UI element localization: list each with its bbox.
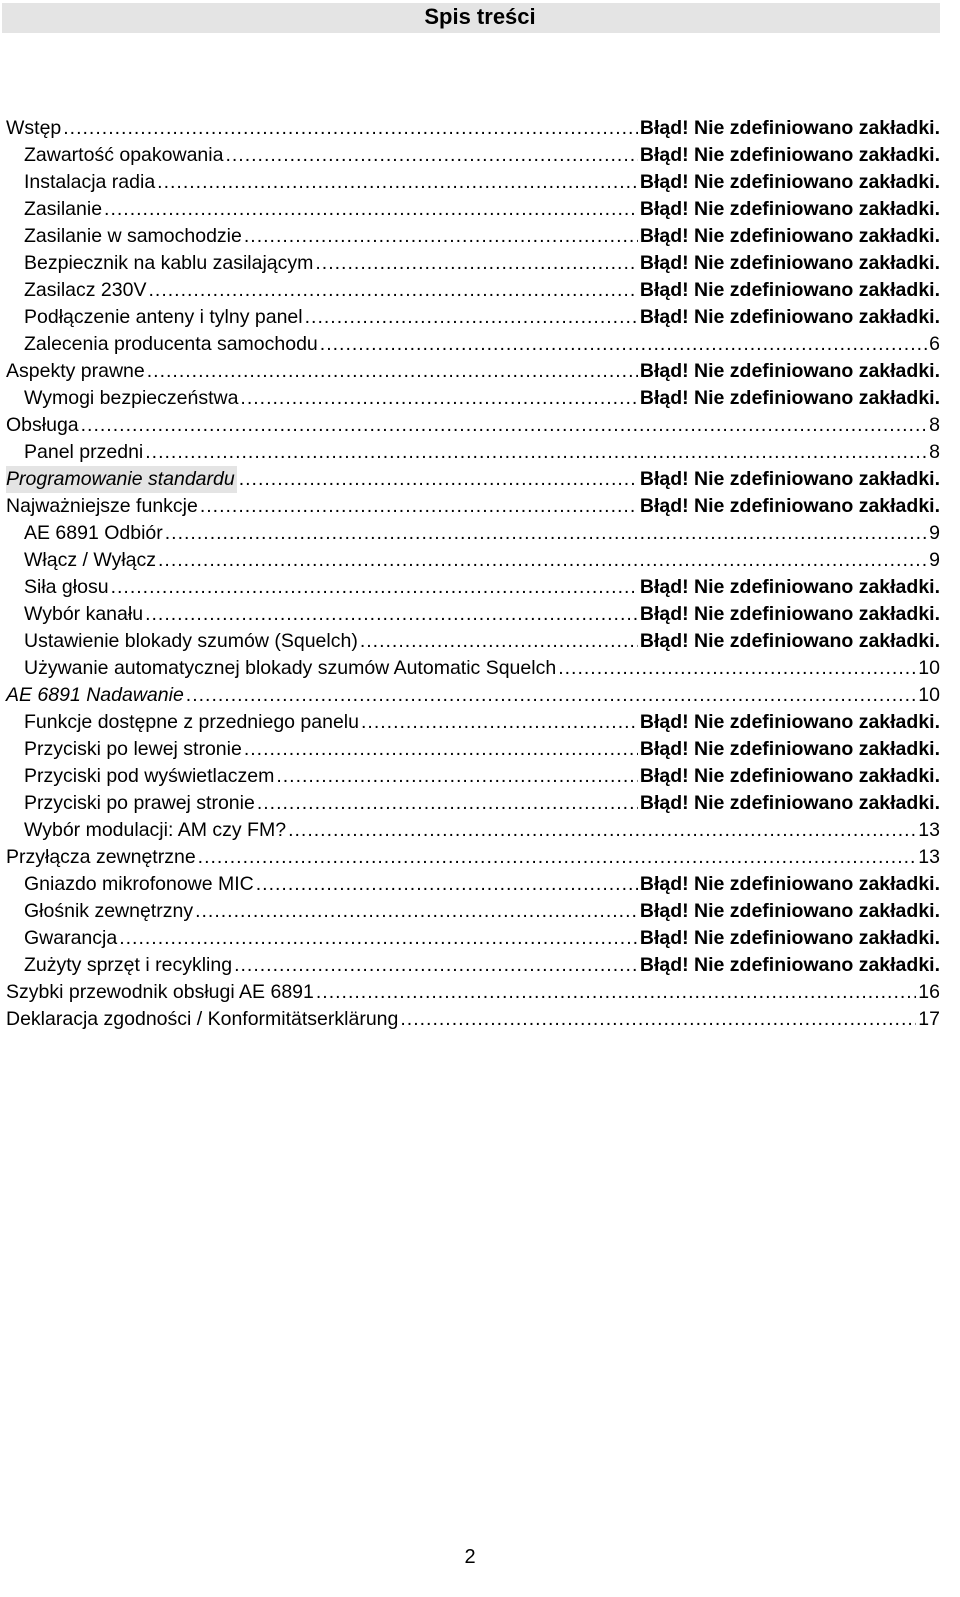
dot-leader [158,547,927,574]
dot-leader [320,331,927,358]
toc-entry-page: Błąd! Nie zdefiniowano zakładki. [639,927,940,949]
toc-entry-label: AE 6891 Odbiór [24,522,163,544]
toc-entry-page: Błąd! Nie zdefiniowano zakładki. [639,360,940,382]
toc-entry-label: Zasilanie w samochodzie [24,225,242,247]
toc-entry-page: 8 [929,441,940,463]
toc-entry-page: Błąd! Nie zdefiniowano zakładki. [639,873,940,895]
toc-entry-page: Błąd! Nie zdefiniowano zakładki. [639,252,940,274]
dot-leader [257,790,638,817]
toc-entry[interactable] [0,412,940,439]
toc-entry-page: 17 [918,1008,940,1030]
toc-entry[interactable] [0,331,940,358]
toc-entry[interactable] [0,628,940,655]
toc-entry[interactable] [0,952,940,979]
toc-entry-label: Gwarancja [24,927,118,949]
toc-entry-label: Szybki przewodnik obsługi AE 6891 [6,981,314,1003]
toc-entry-label: Zalecenia producenta samochodu [24,333,318,355]
dot-leader [316,979,916,1006]
dot-leader [195,898,638,925]
toc-entry-page: 6 [929,333,940,355]
toc-entry[interactable] [0,223,940,250]
toc-entry-page: 16 [918,981,940,1003]
toc-entry[interactable] [0,763,940,790]
toc-entry-page: 9 [929,549,940,571]
dot-leader [256,871,638,898]
toc-entry-label: Panel przedni [24,441,144,463]
toc-entry[interactable] [0,493,940,520]
toc-entry-label: Ustawienie blokady szumów (Squelch) [24,630,358,652]
toc-entry-page: 13 [918,846,940,868]
dot-leader [239,466,638,493]
toc-entry[interactable] [0,142,940,169]
dot-leader [165,520,927,547]
dot-leader [558,655,916,682]
dot-leader [400,1006,916,1033]
dot-leader [145,439,927,466]
toc-entry[interactable] [0,682,940,709]
toc-entry-label: Przyciski po lewej stronie [24,738,242,760]
toc-entry[interactable] [0,601,940,628]
toc-entry-label: Deklaracja zgodności / Konformitätserklärung [6,1008,399,1030]
toc-entry[interactable] [0,115,940,142]
toc-entry[interactable] [0,1006,940,1033]
toc-entry-label: Zasilacz 230V [24,279,147,301]
toc-entry[interactable] [0,385,940,412]
page-title: Spis treści [424,4,536,29]
dot-leader [145,601,638,628]
toc-entry[interactable] [0,250,940,277]
dot-leader [240,385,637,412]
toc-entry-label: Siła głosu [24,576,109,598]
table-of-contents [0,115,960,1033]
toc-entry-page: Błąd! Nie zdefiniowano zakładki. [639,117,940,139]
dot-leader [288,817,916,844]
dot-leader [244,736,638,763]
toc-entry-page: Błąd! Nie zdefiniowano zakładki. [639,954,940,976]
toc-entry[interactable] [0,925,940,952]
toc-entry[interactable] [0,898,940,925]
toc-entry[interactable] [0,169,940,196]
toc-entry-page: Błąd! Nie zdefiniowano zakładki. [639,738,940,760]
toc-entry[interactable] [0,196,940,223]
toc-entry-page: Błąd! Nie zdefiniowano zakładki. [639,171,940,193]
toc-entry-label: Gniazdo mikrofonowe MIC [24,873,254,895]
toc-entry-page: Błąd! Nie zdefiniowano zakładki. [639,603,940,625]
toc-entry-label: Podłączenie anteny i tylny panel [24,306,303,328]
toc-entry-label: Zasilanie [24,198,103,220]
dot-leader [305,304,638,331]
dot-leader [63,115,638,142]
toc-entry[interactable] [0,736,940,763]
toc-entry[interactable] [0,439,940,466]
toc-entry[interactable] [0,520,940,547]
toc-entry-page: 8 [929,414,940,436]
toc-entry-page: Błąd! Nie zdefiniowano zakładki. [639,279,940,301]
toc-entry[interactable] [0,817,940,844]
toc-entry-label: Wybór kanału [24,603,144,625]
dot-leader [81,412,928,439]
toc-entry[interactable] [0,709,940,736]
dot-leader [148,277,637,304]
toc-entry-label: Funkcje dostępne z przedniego panelu [24,711,359,733]
dot-leader [360,628,638,655]
dot-leader [244,223,638,250]
toc-entry-page: Błąd! Nie zdefiniowano zakładki. [639,765,940,787]
toc-entry-page: Błąd! Nie zdefiniowano zakładki. [639,630,940,652]
toc-entry-label: Używanie automatycznej blokady szumów Automatic Squelch [24,657,557,679]
toc-entry-page: Błąd! Nie zdefiniowano zakładki. [639,144,940,166]
dot-leader [111,574,638,601]
dot-leader [276,763,638,790]
toc-entry-page: Błąd! Nie zdefiniowano zakładki. [639,225,940,247]
toc-entry[interactable] [0,466,940,493]
toc-entry-page: Błąd! Nie zdefiniowano zakładki. [639,792,940,814]
toc-entry-label: Wymogi bezpieczeństwa [24,387,239,409]
toc-entry-label: Głośnik zewnętrzny [24,900,194,922]
toc-entry-page: Błąd! Nie zdefiniowano zakładki. [639,711,940,733]
toc-entry-label: Bezpiecznik na kablu zasilającym [24,252,314,274]
toc-entry-page: Błąd! Nie zdefiniowano zakładki. [639,495,940,517]
toc-entry-label: Wybór modulacji: AM czy FM? [24,819,287,841]
dot-leader [234,952,638,979]
toc-entry-label: AE 6891 Nadawanie [6,684,184,706]
dot-leader [147,358,638,385]
toc-entry[interactable] [0,277,940,304]
toc-entry-label: Wstęp [6,117,62,139]
toc-entry[interactable] [0,844,940,871]
toc-entry[interactable] [0,790,940,817]
toc-entry-label: Instalacja radia [24,171,156,193]
dot-leader [200,493,638,520]
toc-entry[interactable] [0,547,940,574]
toc-entry-page: Błąd! Nie zdefiniowano zakładki. [639,387,940,409]
toc-entry[interactable] [0,358,940,385]
dot-leader [225,142,637,169]
toc-entry-label: Przyciski po prawej stronie [24,792,255,814]
toc-entry-label: Aspekty prawne [6,360,145,382]
toc-entry-label: Najważniejsze funkcje [6,495,198,517]
toc-entry-page: 10 [918,684,940,706]
toc-entry[interactable] [0,304,940,331]
toc-entry-page: 10 [918,657,940,679]
toc-entry-label: Obsługa [6,414,79,436]
toc-entry-page: Błąd! Nie zdefiniowano zakładki. [639,468,940,490]
dot-leader [104,196,638,223]
toc-entry[interactable] [0,655,940,682]
toc-entry-label: Przyciski pod wyświetlaczem [24,765,275,787]
toc-entry-label: Zużyty sprzęt i recykling [24,954,233,976]
dot-leader [119,925,638,952]
dot-leader [186,682,917,709]
toc-entry-page: Błąd! Nie zdefiniowano zakładki. [639,306,940,328]
toc-entry-page: Błąd! Nie zdefiniowano zakładki. [639,576,940,598]
toc-entry-page: Błąd! Nie zdefiniowano zakładki. [639,198,940,220]
page-number: 2 [464,1546,476,1568]
toc-entry-label: Programowanie standardu [6,466,237,493]
toc-entry-label: Włącz / Wyłącz [24,549,156,571]
dot-leader [315,250,637,277]
toc-entry[interactable] [0,574,940,601]
dot-leader [157,169,638,196]
toc-entry[interactable] [0,979,940,1006]
toc-entry-page: 9 [929,522,940,544]
toc-entry-page: Błąd! Nie zdefiniowano zakładki. [639,900,940,922]
toc-entry-label: Zawartość opakowania [24,144,224,166]
toc-entry[interactable] [0,871,940,898]
toc-entry-label: Przyłącza zewnętrzne [6,846,196,868]
dot-leader [198,844,917,871]
toc-entry-page: 13 [918,819,940,841]
dot-leader [361,709,638,736]
